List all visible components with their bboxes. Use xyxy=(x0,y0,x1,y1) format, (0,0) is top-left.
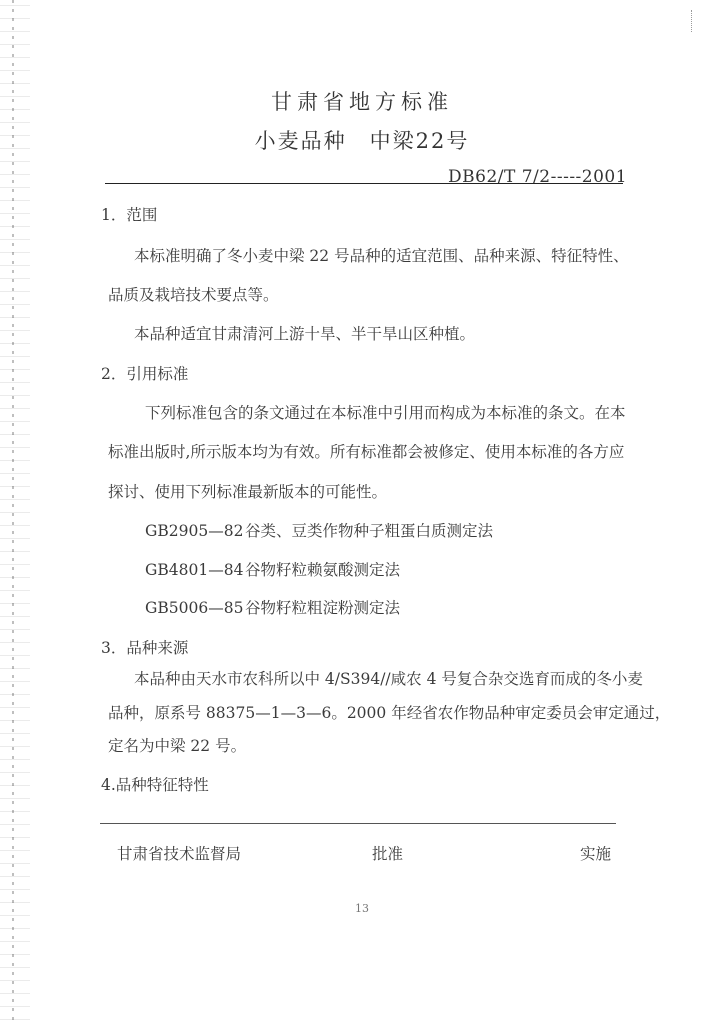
reference-code: GB4801—84 xyxy=(145,561,244,579)
section-4-heading: 4.品种特征特性 xyxy=(101,776,209,794)
footer-approve: 批准 xyxy=(372,845,404,863)
document-title: 甘肃省地方标准 xyxy=(271,90,453,114)
reference-code: GB5006—85 xyxy=(145,599,244,617)
reference-title: 谷类、豆类作物种子粗蛋白质测定法 xyxy=(245,522,494,540)
standard-number: DB62/T 7/2-----2001 xyxy=(448,167,628,187)
reference-title: 谷物籽粒赖氨酸测定法 xyxy=(245,561,401,579)
header-rule xyxy=(105,183,623,184)
reference-title: 谷物籽粒粗淀粉测定法 xyxy=(245,599,401,617)
section-3-paragraph-line-2: 品种，原系号 88375—1—3—6。2000 年经省农作物品种审定委员会审定通过， xyxy=(108,704,671,722)
reference-code: GB2905—82 xyxy=(145,522,244,540)
section-3-paragraph-line-1: 本品种由天水市农科所以中 4/S394//咸农 4 号复合杂交选育而成的冬小麦 xyxy=(134,670,643,688)
reference-standard-item xyxy=(145,598,400,618)
footer-issuer: 甘肃省技术监督局 xyxy=(117,845,242,863)
section-2-paragraph-line-1: 下列标准包含的条文通过在本标准中引用而构成为本标准的条文。在本 xyxy=(145,404,626,422)
section-1-paragraph-2: 本品种适宜甘肃清河上游十旱、半干旱山区种植。 xyxy=(134,325,476,343)
section-1-heading: 1．范围 xyxy=(101,206,158,224)
corner-scan-mark xyxy=(691,10,702,32)
footer-implement: 实施 xyxy=(580,845,612,863)
section-2-heading: 2．引用标准 xyxy=(101,365,189,383)
section-1-paragraph-1-line-2: 品质及栽培技术要点等。 xyxy=(108,286,279,304)
page-number: 13 xyxy=(355,902,369,915)
reference-standard-item xyxy=(145,521,493,541)
section-2-paragraph-line-2: 标准出版时,所示版本均为有效。所有标准都会被修定、使用本标准的各方应 xyxy=(108,443,625,461)
section-3-paragraph-line-3: 定名为中梁 22 号。 xyxy=(108,737,247,755)
section-1-paragraph-1-line-1: 本标准明确了冬小麦中梁 22 号品种的适宜范围、品种来源、特征特性、 xyxy=(134,247,629,265)
document-subtitle: 小麦品种 中梁22号 xyxy=(254,129,470,153)
reference-standard-item xyxy=(145,560,400,580)
section-3-heading: 3．品种来源 xyxy=(101,639,189,657)
section-2-paragraph-line-3: 探讨、使用下列标准最新版本的可能性。 xyxy=(108,483,388,501)
footer-rule xyxy=(100,823,616,824)
